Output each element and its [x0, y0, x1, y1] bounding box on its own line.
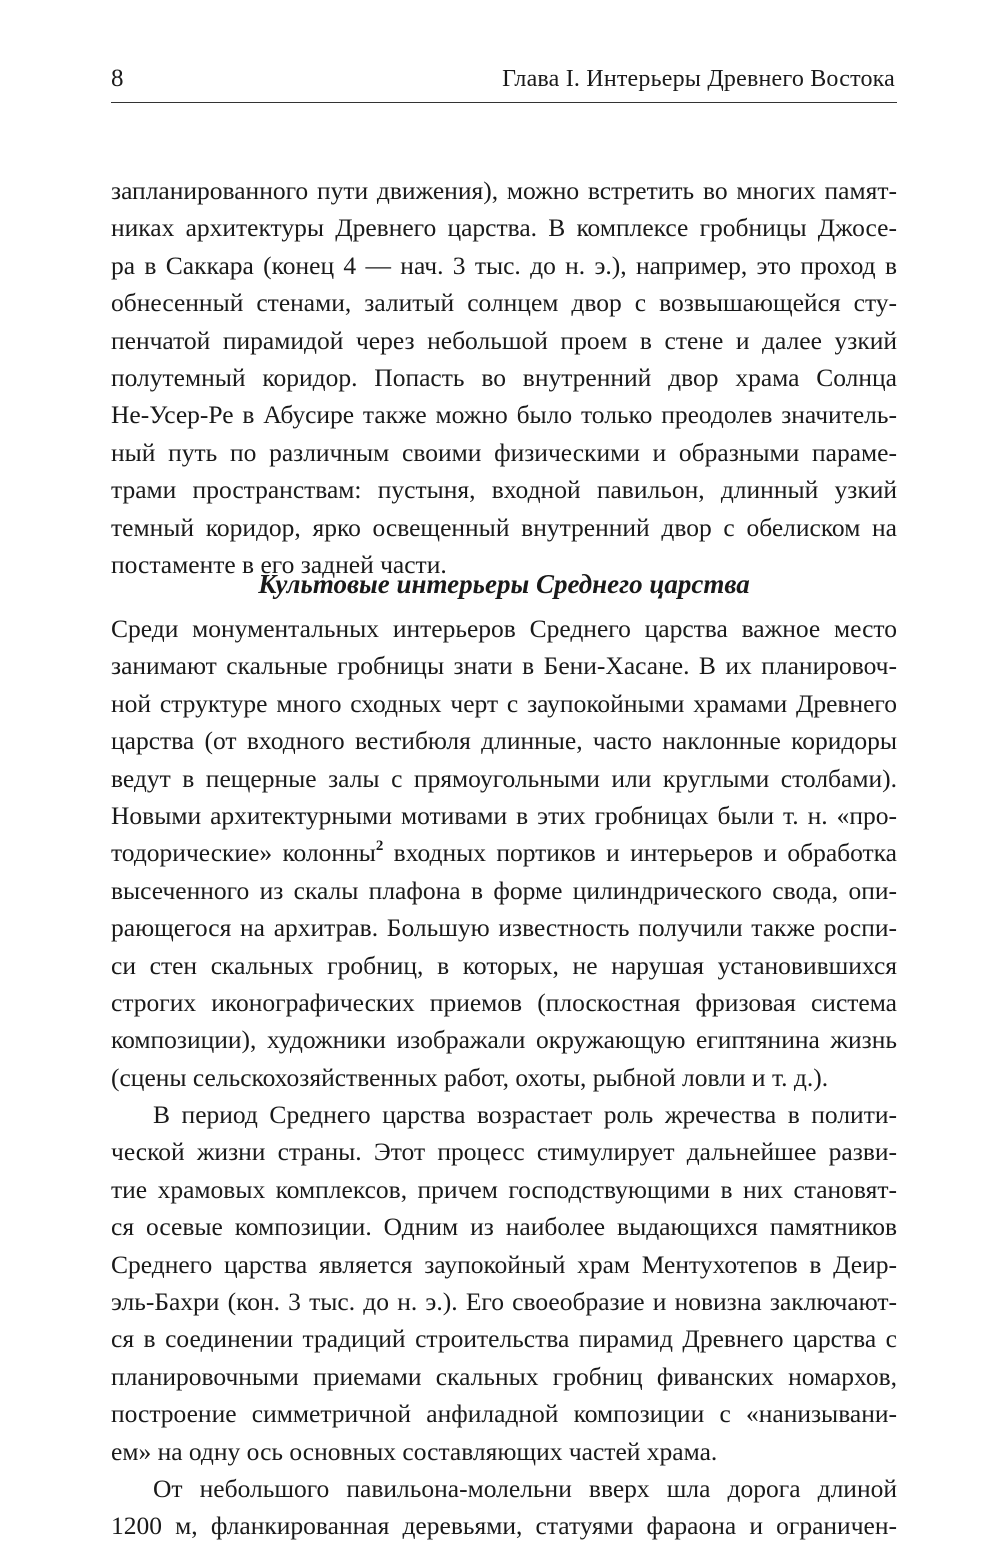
page-number: 8 [111, 65, 124, 92]
text-line: Не-Усер-Ре в Абусире также можно было только преодолев значитель- [111, 400, 897, 430]
text-line: постаменте в его задней части. [111, 549, 447, 579]
text-line: си стен скальных гробниц, в которых, не нарушая установившихся [111, 950, 897, 980]
text-line: 1200 м, фланкированная деревьями, статуями фараона и ограничен- [111, 1511, 897, 1541]
text-line: Среди монументальных интерьеров Среднего царства важное место [111, 614, 897, 643]
text-line: построение симметричной анфиладной композиции с «нанизывани- [111, 1399, 897, 1429]
paragraph-2 [111, 610, 897, 1096]
paragraph-3 [111, 1096, 897, 1470]
text-line: темный коридор, ярко освещенный внутренний двор с обелиском на [111, 512, 897, 542]
paragraph-1 [111, 172, 897, 583]
footnote-marker: 2 [375, 837, 384, 854]
text-line: Среднего царства является заупокойный храм Ментухотепов в Деир- [111, 1249, 897, 1279]
text-line: ведут в пещерные залы с прямоугольными или круглыми столбами). [111, 763, 897, 793]
text-line: От небольшого павильона-молельни вверх шла дорога длиной [153, 1474, 897, 1503]
text-line: планировочными приемами скальных гробниц фиванских номархов, [111, 1361, 897, 1391]
text-line: рающегося на архитрав. Большую известность получили также роспи- [111, 913, 897, 943]
text-fragment: входных портиков и интерьеров и обработка [383, 838, 897, 868]
text-line: Новыми архитектурными мотивами в этих гробницах были т. н. «про- [111, 800, 897, 830]
text-line: пенчатой пирамидой через небольшой проем в стене и далее узкий [111, 325, 897, 355]
text-line: запланированного пути движения), можно встретить во многих памят- [111, 176, 897, 205]
text-line: ный путь по различным своими физическими и образными параме- [111, 437, 897, 467]
text-fragment: тодорические» колонны [111, 838, 376, 868]
text-line-with-footnote [111, 834, 897, 871]
text-line: ной структуре много сходных черт с заупокойными храмами Древнего [111, 688, 897, 718]
text-line: (сцены сельскохозяйственных работ, охоты, рыбной ловли и т. д.). [111, 1062, 829, 1092]
running-header [111, 62, 897, 103]
text-line: полутемный коридор. Попасть во внутренний двор храма Солнца [111, 362, 897, 392]
text-line: ра в Саккара (конец 4 — нач. 3 тыс. до н. э.), например, это проход в [111, 250, 897, 280]
text-line: композиции), художники изображали окружающую египтянина жизнь [111, 1025, 897, 1055]
text-line: обнесенный стенами, залитый солнцем двор с возвышающейся сту- [111, 288, 897, 318]
text-line: ся в соединении традиций строительства пирамид Древнего царства с [111, 1324, 897, 1354]
text-line: занимают скальные гробницы знати в Бени-Хасане. В их планировоч- [111, 651, 897, 681]
text-line: В период Среднего царства возрастает роль жречества в полити- [153, 1100, 897, 1129]
section-heading: Культовые интерьеры Среднего царства [258, 569, 750, 599]
text-line: высеченного из скалы плафона в форме цилиндрического свода, опи- [111, 875, 897, 905]
text-line: никах архитектуры Древнего царства. В комплексе гробницы Джосе- [111, 213, 897, 243]
text-line: тие храмовых комплексов, причем господствующими в них становят- [111, 1174, 897, 1204]
text-line: эль-Бахри (кон. 3 тыс. до н. э.). Его своеобразие и новизна заключают- [111, 1286, 897, 1316]
text-line: ем» на одну ось основных составляющих частей храма. [111, 1436, 718, 1466]
text-line: ческой жизни страны. Этот процесс стимулирует дальнейшее разви- [111, 1137, 897, 1167]
chapter-title: Глава I. Интерьеры Древнего Востока [502, 66, 895, 92]
paragraph-4 [111, 1470, 897, 1545]
text-line: царства (от входного вестибюля длинные, часто наклонные коридоры [111, 726, 897, 756]
text-line: строгих иконографических приемов (плоскостная фризовая система [111, 987, 897, 1017]
text-line: ся осевые композиции. Одним из наиболее выдающихся памятников [111, 1212, 897, 1242]
text-line: трами пространствам: пустыня, входной павильон, длинный узкий [111, 475, 897, 505]
